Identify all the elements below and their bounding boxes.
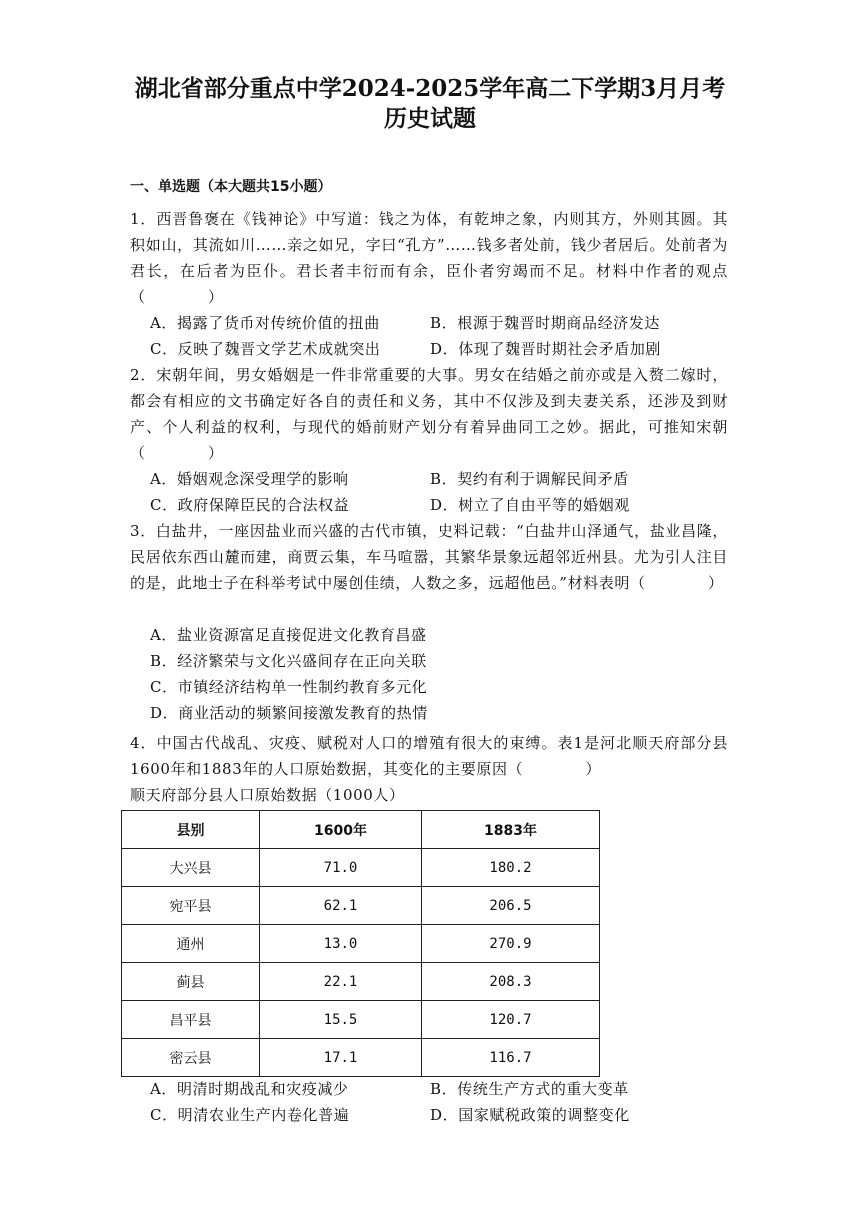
table-header-1600: 1600年 (260, 811, 422, 849)
question-4-option-d: D．国家赋税政策的调整变化 (430, 1106, 630, 1124)
question-4-option-b: B．传统生产方式的重大变革 (430, 1080, 629, 1098)
question-1-option-d: D．体现了魏晋时期社会矛盾加剧 (430, 340, 662, 358)
table-cell-1600: 71.0 (260, 849, 422, 887)
table-header-row (122, 811, 600, 849)
table-cell-1600: 22.1 (260, 963, 422, 1001)
question-3-option-a: A．盐业资源富足直接促进文化教育昌盛 (150, 626, 427, 644)
table-header-1883: 1883年 (422, 811, 600, 849)
table-cell-county: 昌平县 (122, 1001, 260, 1039)
table-row (122, 849, 600, 887)
question-4-option-c: C．明清农业生产内卷化普遍 (150, 1106, 350, 1124)
table-cell-1883: 180.2 (422, 849, 600, 887)
question-2-option-c: C．政府保障臣民的合法权益 (150, 496, 350, 514)
table-row (122, 925, 600, 963)
question-1-option-b: B．根源于魏晋时期商品经济发达 (430, 314, 661, 332)
question-4-option-a: A．明清时期战乱和灾疫减少 (150, 1080, 349, 1098)
table-cell-1883: 116.7 (422, 1039, 600, 1077)
table-cell-1600: 17.1 (260, 1039, 422, 1077)
table-cell-1883: 270.9 (422, 925, 600, 963)
question-2-option-a: A．婚姻观念深受理学的影响 (150, 470, 349, 488)
question-3-option-b: B．经济繁荣与文化兴盛间存在正向关联 (150, 652, 427, 670)
section-heading: 一、单选题（本大题共15小题） (130, 179, 332, 195)
table-cell-county: 宛平县 (122, 887, 260, 925)
table-cell-1883: 208.3 (422, 963, 600, 1001)
question-2-option-b: B．契约有利于调解民间矛盾 (430, 470, 629, 488)
table-cell-1600: 13.0 (260, 925, 422, 963)
table-cell-county: 大兴县 (122, 849, 260, 887)
table-cell-county: 通州 (122, 925, 260, 963)
question-1-stem: 1．西晋鲁褒在《钱神论》中写道：钱之为体，有乾坤之象，内则其方，外则其圆。其积如山，其流如川……亲之如兄，字曰“孔方”……钱多者处前，钱少者居后。处前者为君长，在后者为臣仆。君长者丰衍而有余，臣仆者穷竭而不足。材料中作者的观点（ ） (130, 210, 728, 306)
table-cell-1600: 15.5 (260, 1001, 422, 1039)
question-1-option-a: A．揭露了货币对传统价值的扭曲 (150, 314, 380, 332)
table-header-county: 县别 (122, 811, 260, 849)
table-cell-1883: 206.5 (422, 887, 600, 925)
table-row (122, 963, 600, 1001)
exam-title-line2: 历史试题 (384, 105, 476, 132)
table-cell-county: 密云县 (122, 1039, 260, 1077)
table-row (122, 887, 600, 925)
question-3-option-c: C．市镇经济结构单一性制约教育多元化 (150, 678, 428, 696)
question-3-stem: 3．白盐井，一座因盐业而兴盛的古代市镇，史料记载：“白盐井山泽通气，盐业昌隆，民居依东西山麓而建，商贾云集，车马喧嚣，其繁华景象远超邻近州县。尤为引人注目的是，此地士子在科举考试中屡创佳绩，人数之多，远超他邑。”材料表明（ ） (130, 522, 728, 592)
table-row (122, 1001, 600, 1039)
table-cell-1883: 120.7 (422, 1001, 600, 1039)
exam-title-line1: 湖北省部分重点中学2024-2025学年高二下学期3月月考 (134, 75, 726, 102)
population-table (121, 810, 600, 1077)
table-row (122, 1039, 600, 1077)
table-caption: 顺天府部分县人口原始数据（1000人） (130, 786, 405, 804)
question-2-option-d: D．树立了自由平等的婚姻观 (430, 496, 630, 514)
table-cell-county: 蓟县 (122, 963, 260, 1001)
question-2-stem: 2．宋朝年间，男女婚姻是一件非常重要的大事。男女在结婚之前亦或是入赘二嫁时，都会有相应的文书确定好各自的责任和义务，其中不仅涉及到夫妻关系，还涉及到财产、个人利益的权利，与现代的婚前财产划分有着异曲同工之妙。据此，可推知宋朝（ ） (130, 366, 728, 462)
question-3-option-d: D．商业活动的频繁间接激发教育的热情 (150, 704, 428, 722)
table-cell-1600: 62.1 (260, 887, 422, 925)
question-1-option-c: C．反映了魏晋文学艺术成就突出 (150, 340, 381, 358)
question-4-stem: 4．中国古代战乱、灾疫、赋税对人口的增殖有很大的束缚。表1是河北顺天府部分县1600年和1883年的人口原始数据，其变化的主要原因（ ） (130, 734, 728, 778)
